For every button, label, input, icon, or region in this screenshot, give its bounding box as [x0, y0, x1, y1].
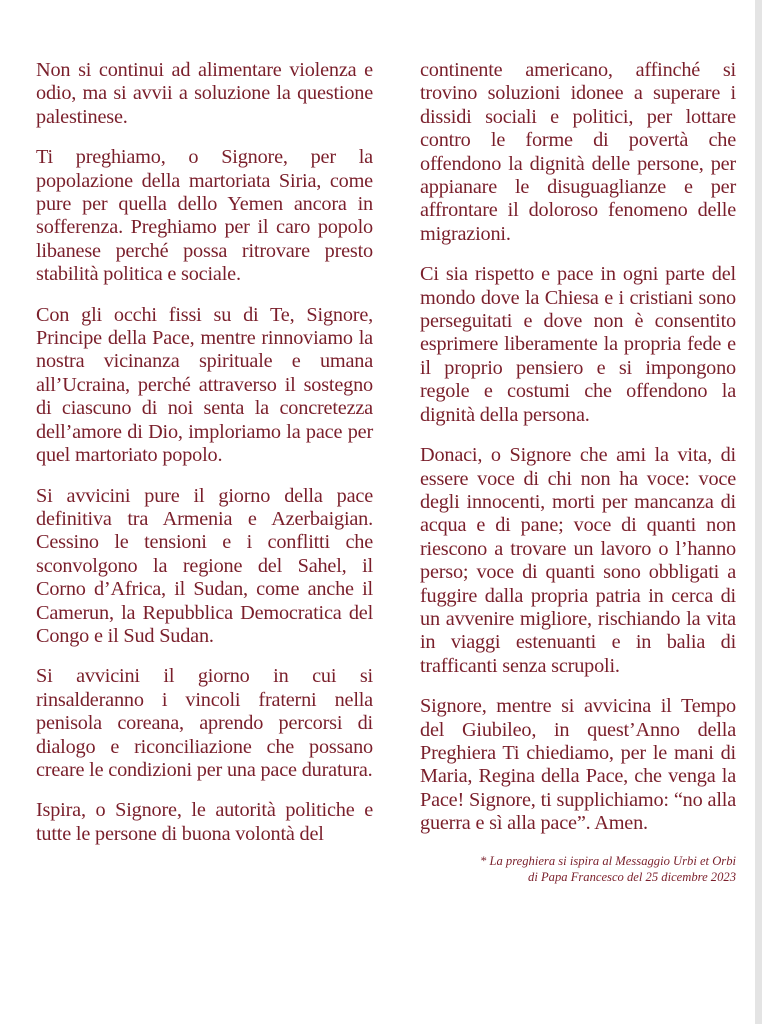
paragraph: Con gli occhi fissi su di Te, Signore, Principe della Pace, mentre rinnoviamo la nostra vicinanza spirituale e umana all’Ucraina, perché attraverso il sostegno di ciascuno di noi senta la concretezza dell’amore di Dio, imploriamo la pace per quel martoriato popolo. [36, 303, 373, 467]
footnote-line: * La preghiera si ispira al Messaggio Urbi et Orbi [480, 853, 736, 868]
paragraph: Ti preghiamo, o Signore, per la popolazione della martoriata Siria, come pure per quella dello Yemen ancora in sofferenza. Preghiamo per il caro popolo libanese perché possa ritrovare presto stabilità politica e sociale. [36, 146, 373, 286]
footnote [420, 853, 736, 885]
page-edge [755, 0, 762, 1024]
paragraph: continente americano, affinché si trovino soluzioni idonee a superare i dissidi sociali e politici, per lottare contro le forme di povertà che offendono la dignità delle persone, per appianare le disuguaglianze e per affrontare il doloroso fenomeno delle migrazioni. [420, 59, 736, 245]
paragraph: Si avvicini il giorno in cui si rinsalderanno i vincoli fraterni nella penisola coreana, aprendo percorsi di dialogo e riconciliazione che possano creare le condizioni per una pace duratura. [36, 665, 373, 781]
paragraph: Signore, mentre si avvicina il Tempo del Giubileo, in quest’Anno della Preghiera Ti chiediamo, per le mani di Maria, Regina della Pace, che venga la Pace! Signore, ti supplichiamo: “no alla guerra e sì alla pace”. Amen. [420, 695, 736, 835]
paragraph: Ci sia rispetto e pace in ogni parte del mondo dove la Chiesa e i cristiani sono perseguitati e dove non è consentito esprimere liberamente la propria fede e il proprio pensiero e si impongono regole e costumi che offendono la dignità della persona. [420, 263, 736, 426]
paragraph: Donaci, o Signore che ami la vita, di essere voce di chi non ha voce: voce degli innocenti, morti per mancanza di acqua e di pane; voce di quanti non riescono a trovare un lavoro o l’hanno perso; voce di quanti sono obbligati a fuggire dalla propria patria in cerca di un avvenire migliore, rischiando la vita in viaggi estenuanti e in balia di trafficanti senza scrupoli. [420, 444, 736, 677]
paragraph: Non si continui ad alimentare violenza e odio, ma si avvii a soluzione la questione palestinese. [36, 59, 373, 128]
footnote-line: di Papa Francesco del 25 dicembre 2023 [528, 869, 736, 884]
left-column [36, 59, 373, 863]
right-column [420, 59, 736, 885]
paragraph: Ispira, o Signore, le autorità politiche e tutte le persone di buona volontà del [36, 799, 373, 845]
paragraph: Si avvicini pure il giorno della pace definitiva tra Armenia e Azerbaigian. Cessino le tensioni e i conflitti che sconvolgono la regione del Sahel, il Corno d’Africa, il Sudan, come anche il Camerun, la Repubblica Democratica del Congo e il Sud Sudan. [36, 484, 373, 647]
